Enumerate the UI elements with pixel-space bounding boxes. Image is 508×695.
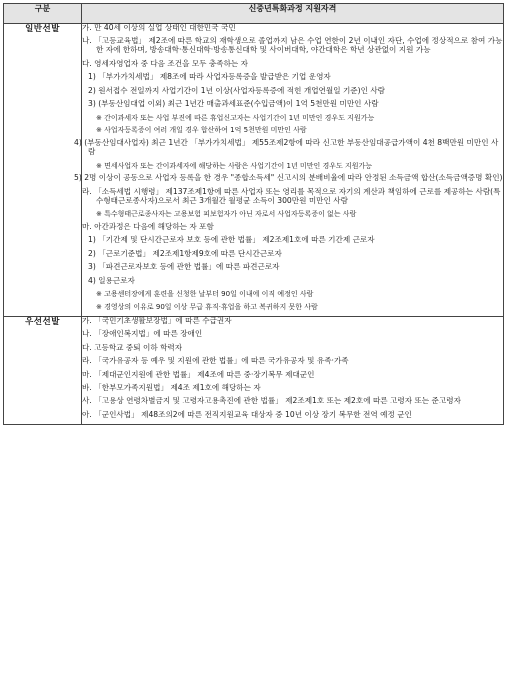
priority-selection-criteria [82,316,504,425]
criteria-item: 1) 「기간제 및 단시간근로자 보호 등에 관한 법률」 제2조제1호에 따른 기간제 근로자 [88,235,375,245]
criteria-item: 다. 영세자영업자 중 다음 조건을 모두 충족하는 자 [82,58,249,68]
criteria-item: 나. 「고등교육법」 제2조에 따른 학교의 재학생으로 졸업까지 남은 수업 연한이 2년 이내인 자단, 수업에 정상적으로 참여 가능한 자에 한하며, 방송대학·통신대학·방송통신대학 및 사이버대학, 야간대학은 학년 상관없이 지원 가능 [82,36,503,55]
eligibility-header: 신중년특화과정 지원자격 [82,4,504,24]
criteria-item: 가. 「국민기초생활보장법」에 따른 수급권자 [82,315,232,325]
criteria-item: 1) 「부가가치세법」 제8조에 따라 사업자등록증을 발급받은 기업 운영자 [88,72,331,82]
criteria-item: 나. 「장애인복지법」에 따른 장애인 [82,329,203,339]
priority-selection-label: 우선선발 [4,316,82,425]
criteria-item: 4) (부동산임대사업자) 최근 1년간 「부가가치세법」 제55조제2항에 따라 신고한 부동산임대공급가액이 4천 8백만원 미만인 사람 [74,138,499,157]
criteria-note: ※ 특수형태근로종사자는 고용보험 피보험자가 아닌 자로서 사업자등록증이 없는 사람 [96,210,357,219]
criteria-note: ※ 경영상의 이유로 90일 이상 무급 휴직·휴업을 하고 복귀하지 못한 사람 [96,302,318,311]
criteria-item: 라. 「국가유공자 등 예우 및 지원에 관한 법률」에 따른 국가유공자 및 유족·가족 [82,356,349,366]
criteria-item: 4) 일용근로자 [88,275,135,285]
general-selection-label: 일반선발 [4,24,82,317]
criteria-note: ※ 고용센터장에게 훈련을 신청한 날부터 90일 이내에 이직 예정인 사람 [96,290,314,299]
criteria-item: 2) 원서접수 전일까지 사업기간이 1년 이상(사업자등록증에 적힌 개업연월일 기준)인 사람 [88,85,386,95]
criteria-item: 라. 「소득세법 시행령」 제137조제1항에 따른 사업자 또는 영리를 목적으로 자기의 계산과 책임하에 근로를 제공하는 사람(특수형태근로종사자)으로서 최근 3개월간 월평균 소득이 300만원 미만인 사람 [82,186,501,205]
criteria-note: ※ 사업자등록증이 여러 개일 경우 합산하여 1억 5천만원 미만인 사람 [96,126,307,135]
category-header: 구분 [4,4,82,24]
criteria-item: 3) (부동산임대업 이외) 최근 1년간 매출과세표준(수입금액)이 1억 5천만원 미만인 사람 [88,99,379,109]
criteria-item: 바. 「한부모가족지원법」 제4조 제1호에 해당하는 자 [82,382,261,392]
criteria-note: ※ 면세사업자 또는 간이과세자에 해당하는 사람은 사업기간이 1년 미만인 경우도 지원가능 [96,161,373,170]
criteria-item: 다. 고등학교 중퇴 이하 학력자 [82,342,183,352]
criteria-item: 사. 「고용상 연령차별금지 및 고령자고용촉진에 관한 법률」 제2조제1호 또는 제2호에 따른 고령자 또는 준고령자 [82,396,461,406]
criteria-item: 5) 2명 이상이 공동으로 사업자 등록을 한 경우 "종합소득세" 신고시의 분배비율에 따라 안정된 소득금액 합산(소득금액증명 확인) [74,173,503,183]
header-row [4,4,504,24]
eligibility-table [3,3,504,425]
criteria-item: 2) 「근로기준법」 제2조제1항제9호에 따른 단시간근로자 [88,248,282,258]
criteria-item: 가. 만 40세 이상의 실업 상태인 대한민국 국민 [82,23,236,32]
criteria-item: 마. 아간과정은 다음에 해당하는 자 포함 [82,221,214,231]
criteria-note: ※ 간이과세자 또는 사업 부진에 따른 휴업신고자는 사업기간이 1년 미만인 경우도 지원가능 [96,113,375,122]
general-selection-criteria [74,23,504,317]
general-row [4,24,504,317]
priority-row [4,316,504,425]
criteria-item: 마. 「제대군인지원에 관한 법률」 제4조에 따른 중·장기복무 제대군인 [82,369,315,379]
criteria-item: 3) 「파견근로자보호 등에 관한 법률」에 따른 파견근로자 [88,262,280,272]
criteria-item: 아. 「군인사법」 제48조의2에 따른 전직지원교육 대상자 중 10년 이상 장기 복무한 전역 예정 군인 [82,409,412,419]
